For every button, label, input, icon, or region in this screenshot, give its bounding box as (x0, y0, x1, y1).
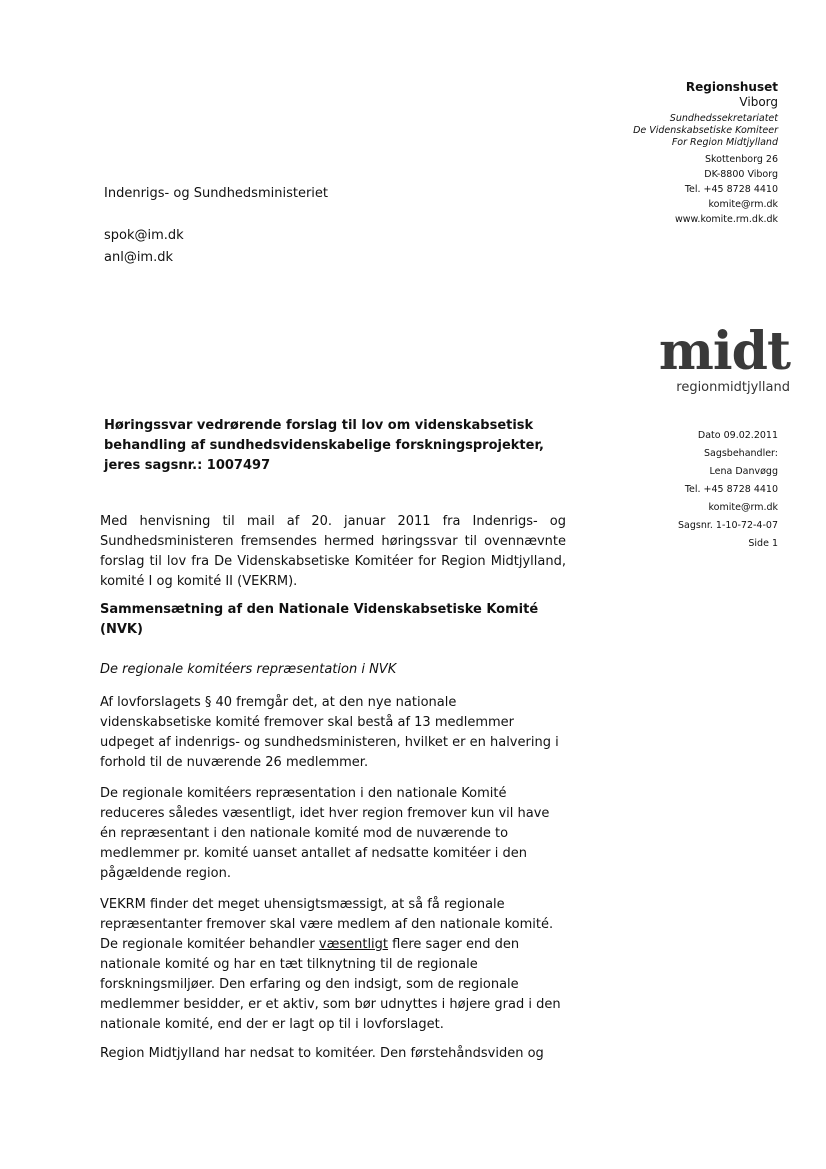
paragraph: Region Midtjylland har nedsat to komitéer. Den førstehåndsviden og (100, 1046, 544, 1061)
sender-dept-line: De Videnskabsetiske Komiteer (633, 125, 778, 136)
region-logo (640, 321, 790, 395)
meta-page: Side 1 (748, 538, 778, 549)
meta-case-officer: Lena Danvøgg (709, 466, 778, 477)
letter-subject: Høringssvar vedrørende forslag til lov om videnskabsetisk behandling af sundhedsvidenskabelige forskningsprojekter, jeres sagsnr.: 1007497 (104, 418, 544, 473)
section-heading: Sammensætning af den Nationale Videnskabsetiske Komité (NVK) (100, 602, 539, 637)
document-meta (558, 427, 778, 553)
sender-address-line: Skottenborg 26 (704, 154, 778, 165)
sender-city: Viborg (739, 95, 778, 109)
recipient-email[interactable]: spok@im.dk (104, 228, 184, 243)
sender-email[interactable]: komite@rm.dk (708, 199, 778, 210)
paragraph: Af lovforslagets § 40 fremgår det, at den nye nationale videnskabsetiske komité fremover skal bestå af 13 medlemmer udpeget af indenrigs- og sundhedsministeren, hvilket er en halvering i forhold til de nuværende 26 medlemmer. (100, 695, 559, 770)
sender-website[interactable]: www.komite.rm.dk.dk (674, 214, 778, 225)
meta-email[interactable]: komite@rm.dk (708, 502, 778, 513)
sender-dept-line: For Region Midtjylland (671, 137, 778, 148)
meta-case-number: Sagsnr. 1-10-72-4-07 (678, 520, 778, 531)
paragraph (100, 895, 566, 1035)
sender-dept-line: Sundhedssekretariatet (669, 113, 778, 124)
sender-phone: Tel. +45 8728 4410 (684, 184, 778, 195)
paragraph: De regionale komitéers repræsentation i den nationale Komité reduceres således væsentligt, idet hver region fremover kun vil have én repræsentant i den nationale komité mod de nuværende to medlemmer pr. komité uanset antallet af nedsatte komitéer i den pågældende region. (100, 786, 550, 881)
meta-date: Dato 09.02.2011 (697, 430, 778, 441)
sender-address-line: DK-8800 Viborg (704, 169, 778, 180)
section-subheading: De regionale komitéers repræsentation i NVK (100, 662, 397, 677)
paragraph-text: flere sager end den nationale komité og har en tæt tilknytning til de regionale forskningsmiljøer. Den erfaring og den indsigt, som de regionale medlemmer besidder, er et aktiv, som bør udnyttes i højere grad i den nationale komité, end der er lagt op til i lovforslaget. (100, 937, 561, 1032)
logo-wordmark: midt (658, 321, 790, 382)
meta-phone: Tel. +45 8728 4410 (684, 484, 778, 495)
recipient-block (104, 183, 328, 269)
logo-subtitle: regionmidtjylland (676, 380, 790, 395)
sender-org: Regionshuset (685, 80, 778, 94)
sender-block (448, 80, 778, 227)
underlined-word: væsentligt (318, 937, 389, 952)
paragraph-intro: Med henvisning til mail af 20. januar 2011 fra Indenrigs- og Sundhedsministeren fremsendes hermed høringssvar til ovennævnte forslag til lov fra De Videnskabsetiske Komitéer for Region Midtjylland, komité I og komité II (VEKRM). (100, 514, 566, 589)
recipient-name: Indenrigs- og Sundhedsministeriet (104, 186, 328, 201)
meta-label: Sagsbehandler: (703, 448, 778, 459)
paragraph-text: VEKRM finder det meget uhensigtsmæssigt, at så få regionale repræsentanter fremover skal være medlem af den nationale komité. De regionale komitéer behandler (100, 897, 554, 952)
recipient-email[interactable]: anl@im.dk (104, 250, 174, 265)
